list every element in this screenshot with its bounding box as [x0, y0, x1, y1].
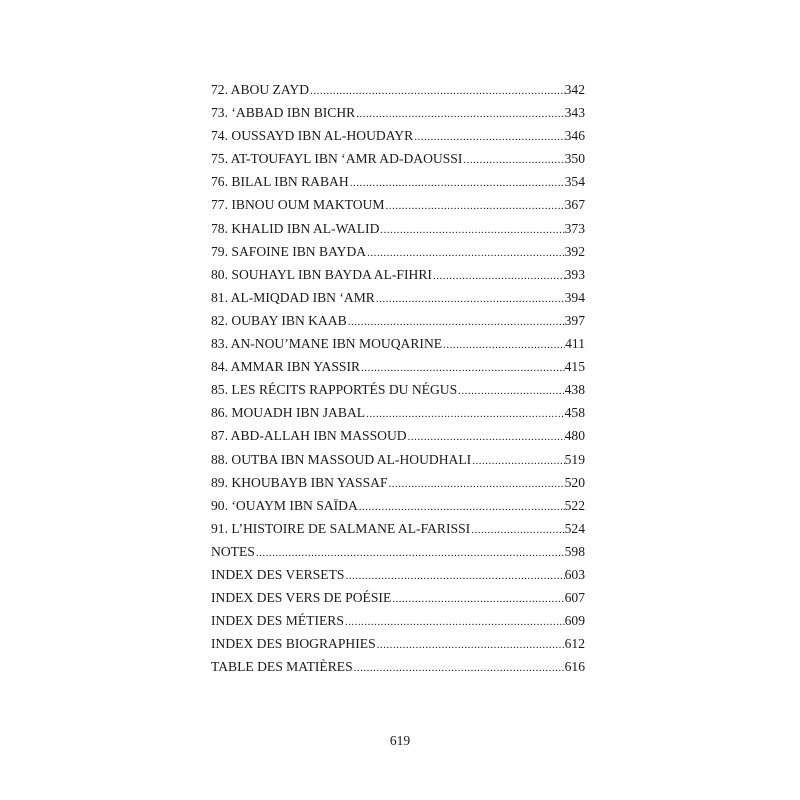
- toc-entry-title: 72. ABOU ZAYD: [211, 82, 310, 97]
- toc-entry: [211, 309, 585, 332]
- toc-entry: [211, 217, 585, 240]
- toc-leader-dots: [366, 403, 565, 424]
- toc-leader-dots: [414, 126, 564, 147]
- toc-leader-dots: [345, 611, 565, 632]
- toc-entry: [211, 124, 585, 147]
- toc-entry: [211, 540, 585, 563]
- toc-leader-dots: [458, 380, 564, 401]
- toc-entry-page: 616: [564, 659, 585, 675]
- toc-entry: [211, 147, 585, 170]
- toc-entry: [211, 101, 585, 124]
- toc-entry-page: 438: [564, 382, 585, 398]
- toc-entry: [211, 563, 585, 586]
- toc-leader-dots: [443, 334, 565, 355]
- toc-leader-dots: [354, 657, 565, 678]
- toc-entry-page: 411: [565, 336, 585, 352]
- toc-leader-dots: [471, 519, 564, 540]
- toc-entry-page: 392: [564, 243, 585, 259]
- toc-entry-page: 373: [564, 220, 585, 236]
- toc-entry-page: 367: [564, 197, 585, 213]
- toc-leader-dots: [463, 149, 564, 170]
- toc-entry-title: TABLE DES MATIÈRES: [211, 659, 353, 675]
- toc-entry: [211, 332, 585, 355]
- toc-entry: [211, 424, 585, 447]
- toc-leader-dots: [433, 265, 565, 286]
- toc-entry-title: 91. L’HISTOIRE DE SALMANE AL-FARISSI: [211, 520, 471, 536]
- toc-entry-page: 415: [564, 359, 585, 375]
- toc-entry-title: 81. AL-MIQDAD IBN ‘AMR: [211, 289, 375, 305]
- toc-entry: [211, 517, 585, 540]
- toc-entry: [211, 263, 585, 286]
- toc-entry: [211, 471, 585, 494]
- toc-entry-page: 342: [564, 82, 585, 97]
- toc-entry-title: 77. IBNOU OUM MAKTOUM: [211, 197, 385, 213]
- toc-entry: [211, 240, 585, 263]
- toc-entry-title: INDEX DES BIOGRAPHIES: [211, 636, 376, 652]
- toc-entry-page: 603: [564, 566, 585, 582]
- toc-leader-dots: [348, 311, 565, 332]
- toc-entry-page: 612: [564, 636, 585, 652]
- toc-entry-page: 519: [564, 451, 585, 467]
- toc-entry-page: 343: [564, 105, 585, 121]
- toc-entry: [211, 78, 585, 101]
- toc-entry: [211, 655, 585, 678]
- toc-leader-dots: [408, 426, 565, 447]
- toc-entry: [211, 378, 585, 401]
- toc-leader-dots: [345, 565, 564, 586]
- toc-entry-page: 458: [564, 405, 585, 421]
- toc-entry: [211, 609, 585, 632]
- toc-entry-title: INDEX DES VERS DE POÉSIE: [211, 590, 392, 606]
- toc-entry-page: 480: [564, 428, 585, 444]
- toc-entry-page: 522: [564, 497, 585, 513]
- toc-leader-dots: [472, 450, 564, 471]
- toc-leader-dots: [385, 195, 564, 216]
- toc-leader-dots: [359, 496, 565, 517]
- toc-entry-title: 89. KHOUBAYB IBN YASSAF: [211, 474, 388, 490]
- toc-entry-title: 82. OUBAY IBN KAAB: [211, 312, 347, 328]
- toc-entry-title: 78. KHALID IBN AL-WALID: [211, 220, 380, 236]
- toc-entry-title: 84. AMMAR IBN YASSIR: [211, 359, 361, 375]
- toc-entry: [211, 170, 585, 193]
- toc-entry-title: 86. MOUADH IBN JABAL: [211, 405, 366, 421]
- toc-leader-dots: [392, 588, 564, 609]
- toc-entry-title: 75. AT-TOUFAYL IBN ‘AMR AD-DAOUSSI: [211, 151, 463, 167]
- toc-entry-page: 394: [564, 289, 585, 305]
- toc-leader-dots: [256, 542, 565, 563]
- toc-entry-page: 354: [564, 174, 585, 190]
- toc-leader-dots: [356, 103, 564, 124]
- toc-entry-title: 83. AN-NOU’MANE IBN MOUQARINE: [211, 336, 443, 352]
- toc-entry-page: 346: [564, 128, 585, 144]
- toc-leader-dots: [350, 172, 565, 193]
- toc-leader-dots: [367, 242, 565, 263]
- toc-leader-dots: [310, 80, 565, 101]
- toc-entry-title: 85. LES RÉCITS RAPPORTÉS DU NÉGUS: [211, 382, 458, 398]
- toc-entry-title: 87. ABD-ALLAH IBN MASSOUD: [211, 428, 407, 444]
- toc-leader-dots: [377, 634, 565, 655]
- toc-entry-page: 598: [564, 543, 585, 559]
- toc-entry-page: 520: [564, 474, 585, 490]
- toc-entry: [211, 355, 585, 378]
- page-number: 619: [389, 733, 411, 748]
- toc-leader-dots: [376, 288, 565, 309]
- toc-entry-title: 73. ‘ABBAD IBN BICHR: [211, 105, 356, 121]
- toc-entry: [211, 401, 585, 424]
- toc-leader-dots: [389, 473, 565, 494]
- toc-entry-page: 609: [564, 613, 585, 629]
- toc-entry-title: 80. SOUHAYL IBN BAYDA AL-FIHRI: [211, 266, 432, 282]
- toc-entry-title: INDEX DES MÉTIERS: [211, 613, 344, 629]
- toc-entry-title: 74. OUSSAYD IBN AL-HOUDAYR: [211, 128, 414, 144]
- toc-entry-page: 524: [564, 520, 585, 536]
- toc-entry-title: 79. SAFOINE IBN BAYDA: [211, 243, 367, 259]
- toc-entry: [211, 494, 585, 517]
- toc-leader-dots: [361, 357, 565, 378]
- toc-entry-title: INDEX DES VERSETS: [211, 566, 345, 582]
- toc-entry-title: NOTES: [211, 543, 255, 559]
- toc-entry: [211, 286, 585, 309]
- toc-entry-page: 393: [564, 266, 585, 282]
- toc-entry-page: 397: [564, 312, 585, 328]
- toc-leader-dots: [380, 219, 564, 240]
- toc-entry: [211, 586, 585, 609]
- table-of-contents: [211, 78, 585, 678]
- toc-entry: [211, 632, 585, 655]
- toc-entry-page: 607: [564, 590, 585, 606]
- toc-entry-title: 88. OUTBA IBN MASSOUD AL-HOUDHALI: [211, 451, 472, 467]
- toc-entry-page: 350: [564, 151, 585, 167]
- toc-entry: [211, 193, 585, 216]
- toc-entry-title: 76. BILAL IBN RABAH: [211, 174, 349, 190]
- toc-entry-title: 90. ‘OUAYM IBN SAÏDA: [211, 497, 358, 513]
- toc-entry: [211, 448, 585, 471]
